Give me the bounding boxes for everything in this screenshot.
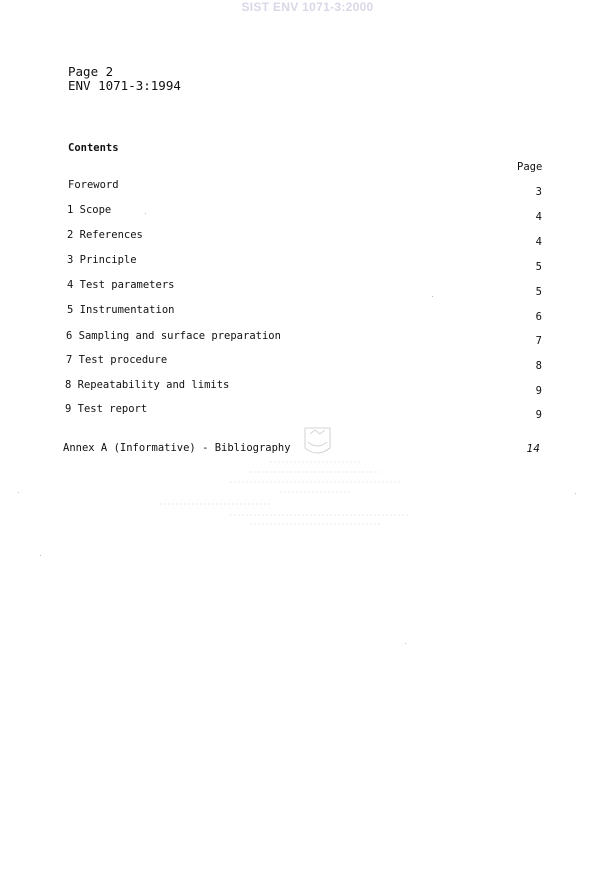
- toc-page-principle: 5: [535, 261, 542, 273]
- toc-page-test-procedure: 8: [535, 360, 542, 372]
- toc-page-repeatability: 9: [535, 385, 542, 397]
- toc-entry-test-parameters[interactable]: 4 Test parameters: [67, 279, 175, 291]
- toc-page-annex-a: 14: [526, 443, 540, 455]
- toc-page-references: 4: [535, 236, 542, 248]
- toc-entry-test-report[interactable]: 9 Test report: [65, 403, 148, 415]
- toc-entry-instrumentation[interactable]: 5 Instrumentation: [67, 304, 175, 316]
- scan-speck: [575, 493, 576, 494]
- toc-entry-annex-a[interactable]: Annex A (Informative) - Bibliography: [63, 442, 291, 454]
- page-number: Page 2: [68, 64, 114, 79]
- standard-id: ENV 1071-3:1994: [68, 78, 181, 93]
- toc-entry-principle[interactable]: 3 Principle: [67, 254, 137, 266]
- toc-page-foreword: 3: [535, 186, 542, 198]
- scan-speck: [432, 296, 433, 297]
- toc-page-instrumentation: 6: [535, 311, 542, 323]
- toc-page-scope: 4: [535, 211, 542, 223]
- stamp-mark: [150, 420, 430, 535]
- toc-entry-references[interactable]: 2 References: [67, 229, 143, 241]
- scan-speck: [405, 643, 406, 644]
- scan-speck: [18, 492, 19, 493]
- scan-speck: [40, 555, 41, 556]
- watermark: SIST ENV 1071-3:2000: [241, 0, 374, 14]
- toc-page-test-report: 9: [535, 409, 542, 421]
- toc-entry-scope[interactable]: 1 Scope: [67, 204, 112, 216]
- toc-entry-test-procedure[interactable]: 7 Test procedure: [66, 354, 168, 366]
- toc-entry-foreword[interactable]: Foreword: [68, 179, 119, 191]
- contents-title: Contents: [68, 142, 119, 154]
- page-header: [68, 65, 181, 93]
- toc-page-test-parameters: 5: [535, 286, 542, 298]
- toc-entry-sampling[interactable]: 6 Sampling and surface preparation: [66, 330, 281, 342]
- toc-entry-repeatability[interactable]: 8 Repeatability and limits: [65, 379, 230, 391]
- page-column-label: Page: [517, 161, 543, 173]
- toc-page-sampling: 7: [535, 335, 542, 347]
- scan-speck: [145, 213, 146, 214]
